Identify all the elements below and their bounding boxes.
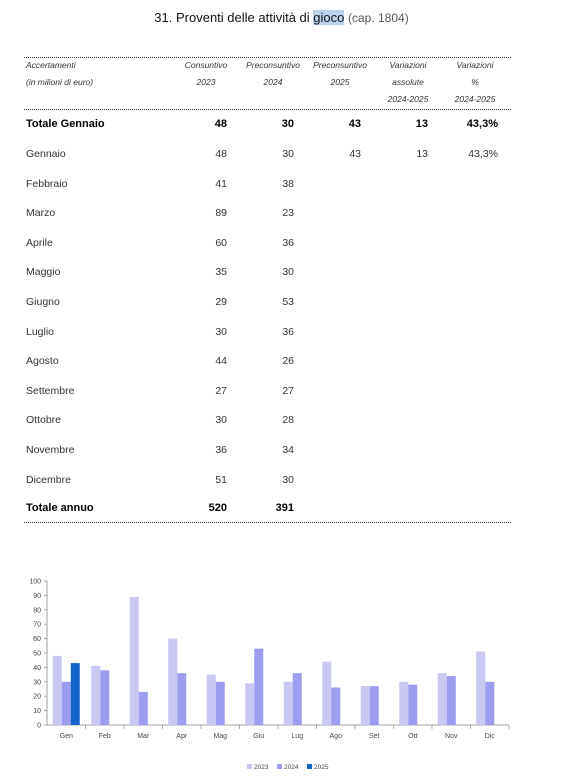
y-tick-label: 60 <box>33 636 41 644</box>
header-col6-line1: Variazioni <box>456 60 494 70</box>
y-tick-label: 20 <box>33 693 41 701</box>
cell-c2023: 41 <box>215 177 227 190</box>
row-label: Totale annuo <box>26 502 94 514</box>
x-tick-label: Set <box>368 733 380 740</box>
cell-c2024: 28 <box>282 414 294 427</box>
legend-swatch-2025 <box>307 764 312 769</box>
header-col3-line1: Preconsuntivo <box>246 60 300 70</box>
bar-2024-Mag <box>216 682 225 725</box>
bar-2023-Ago <box>322 662 331 725</box>
y-tick-label: 90 <box>33 592 41 600</box>
table-row <box>26 148 506 162</box>
bar-2023-Mar <box>130 597 139 725</box>
bar-2024-Dic <box>485 682 494 725</box>
cell-c2023: 30 <box>215 414 227 427</box>
table-top-rule <box>24 57 511 58</box>
table-row <box>26 178 506 192</box>
page-title <box>0 10 563 25</box>
cell-c2024: 26 <box>282 355 294 368</box>
legend-swatch-2024 <box>277 764 282 769</box>
x-tick-label: Apr <box>176 733 188 740</box>
bar-2024-Feb <box>100 670 109 725</box>
row-label: Agosto <box>26 355 59 368</box>
bar-2024-Giu <box>254 649 263 725</box>
row-label: Giugno <box>26 296 60 308</box>
cell-c2024: 30 <box>282 148 294 160</box>
cell-2024: 30 <box>281 118 294 130</box>
header-col3-line2: 2024 <box>263 77 283 87</box>
table-row <box>26 444 506 458</box>
bar-2023-Gen <box>53 656 62 725</box>
bar-2024-Gen <box>62 682 71 725</box>
bar-2024-Apr <box>177 673 186 725</box>
monthly-bar-chart <box>0 570 563 783</box>
cell-c2023: 27 <box>215 384 227 397</box>
bar-2023-Apr <box>168 639 177 725</box>
x-tick-label: Feb <box>98 733 111 740</box>
cell-c2023: 30 <box>215 325 227 338</box>
x-tick-label: Nov <box>445 733 458 740</box>
total-annual-row <box>26 502 506 516</box>
cell-c2024: 53 <box>282 296 294 308</box>
header-col5-line2: assolute <box>392 77 424 87</box>
header-col2-line2: 2023 <box>196 77 216 87</box>
bar-2023-Dic <box>476 652 485 725</box>
bar-2023-Nov <box>438 673 447 725</box>
row-label: Gennaio <box>26 148 66 160</box>
cell-c2024: 27 <box>282 384 294 397</box>
bar-2024-Lug <box>293 673 302 725</box>
row-label: Novembre <box>26 444 75 456</box>
legend-swatch-2023 <box>247 764 252 769</box>
cell-c2024: 34 <box>282 444 294 456</box>
cell-c2023: 36 <box>215 444 227 456</box>
cell-2024: 391 <box>275 502 294 514</box>
row-label: Febbraio <box>26 177 68 190</box>
bar-2024-Set <box>370 686 379 725</box>
legend-label: 2023 <box>254 764 269 771</box>
total-january-row <box>26 118 506 132</box>
header-col6-line2: % <box>471 77 479 87</box>
row-label: Dicembre <box>26 473 71 486</box>
header-col4-line2: 2025 <box>330 77 350 87</box>
cell-c2024: 30 <box>282 473 294 486</box>
cell-c2023: 89 <box>215 207 227 220</box>
cell-c2023: 60 <box>215 236 227 249</box>
x-tick-label: Gen <box>59 733 73 740</box>
x-tick-label: Mar <box>137 733 150 740</box>
title-main: 31. Proventi delle attività di <box>154 10 314 25</box>
table-row <box>26 474 506 488</box>
table-row <box>26 326 506 340</box>
header-col5-line3: 2024-2025 <box>387 94 429 104</box>
table-row <box>26 414 506 428</box>
header-col2-line1: Consuntivo <box>184 60 228 70</box>
cell-c2024: 36 <box>282 325 294 338</box>
header-col5-line1: Variazioni <box>389 60 427 70</box>
y-tick-label: 30 <box>33 679 41 687</box>
bar-2023-Lug <box>284 682 293 725</box>
cell-2023: 520 <box>208 502 227 514</box>
table-row <box>26 207 506 221</box>
cell-var-abs: 13 <box>415 118 428 130</box>
x-tick-label: Mag <box>213 733 228 740</box>
y-tick-label: 10 <box>33 708 41 716</box>
table-row <box>26 237 506 251</box>
cell-c2023: 44 <box>215 355 227 368</box>
cell-c2023: 29 <box>215 296 227 308</box>
table-bottom-rule <box>24 522 511 523</box>
x-tick-label: Giu <box>253 733 265 740</box>
row-label: Ottobre <box>26 414 62 427</box>
cell-c2023: 48 <box>215 148 227 160</box>
cell-2023: 48 <box>214 118 227 130</box>
row-label: Marzo <box>26 207 56 220</box>
cell-c2024: 30 <box>282 266 294 279</box>
cell-var-abs: 13 <box>416 148 428 160</box>
x-tick-label: Lug <box>291 733 304 740</box>
cell-c2023: 35 <box>215 266 227 279</box>
row-label: Totale Gennaio <box>26 118 105 130</box>
cell-c2024: 36 <box>282 236 294 249</box>
bar-2024-Mar <box>139 692 148 725</box>
legend-label: 2025 <box>314 764 329 771</box>
bar-2023-Ott <box>399 682 408 725</box>
legend-label: 2024 <box>284 764 299 771</box>
table-row <box>26 355 506 369</box>
row-label: Maggio <box>26 266 61 279</box>
cell-2025: 43 <box>348 118 361 130</box>
row-label: Settembre <box>26 384 75 397</box>
cell-c2024: 23 <box>282 207 294 220</box>
bar-2024-Ott <box>408 685 417 725</box>
x-tick-label: Ott <box>408 733 418 740</box>
table-row <box>26 266 506 280</box>
bar-2024-Nov <box>447 676 456 725</box>
cell-c2023: 51 <box>215 473 227 486</box>
bar-2023-Giu <box>245 683 254 725</box>
header-col6-line3: 2024-2025 <box>454 94 496 104</box>
title-highlight: gioco <box>313 10 345 25</box>
cell-var-pct: 43,3% <box>468 148 498 160</box>
table-row <box>26 296 506 310</box>
y-tick-label: 40 <box>33 664 41 672</box>
y-tick-label: 70 <box>33 621 41 629</box>
cell-var-pct: 43,3% <box>466 118 498 130</box>
bar-2023-Set <box>361 686 370 725</box>
bar-2023-Feb <box>91 666 100 725</box>
bar-2023-Mag <box>207 675 216 725</box>
table-row <box>26 385 506 399</box>
y-tick-label: 50 <box>33 650 41 658</box>
row-label: Aprile <box>26 236 53 249</box>
header-bottom-rule <box>24 109 511 110</box>
title-cap: (cap. 1804) <box>347 11 409 25</box>
row-label: Luglio <box>26 325 55 338</box>
cell-c2025: 43 <box>349 148 361 160</box>
y-tick-label: 100 <box>29 578 41 586</box>
header-col4-line1: Preconsuntivo <box>313 60 367 70</box>
header-col1-line2: (in milioni di euro) <box>26 77 94 87</box>
x-tick-label: Dic <box>484 733 495 740</box>
x-tick-label: Ago <box>329 733 342 740</box>
y-tick-label: 0 <box>37 722 41 730</box>
cell-c2024: 38 <box>282 177 294 190</box>
y-tick-label: 80 <box>33 607 41 615</box>
bar-2024-Ago <box>331 688 340 725</box>
bar-2025-Gen <box>71 663 80 725</box>
header-col1-line1: Accertamenti <box>26 60 76 70</box>
